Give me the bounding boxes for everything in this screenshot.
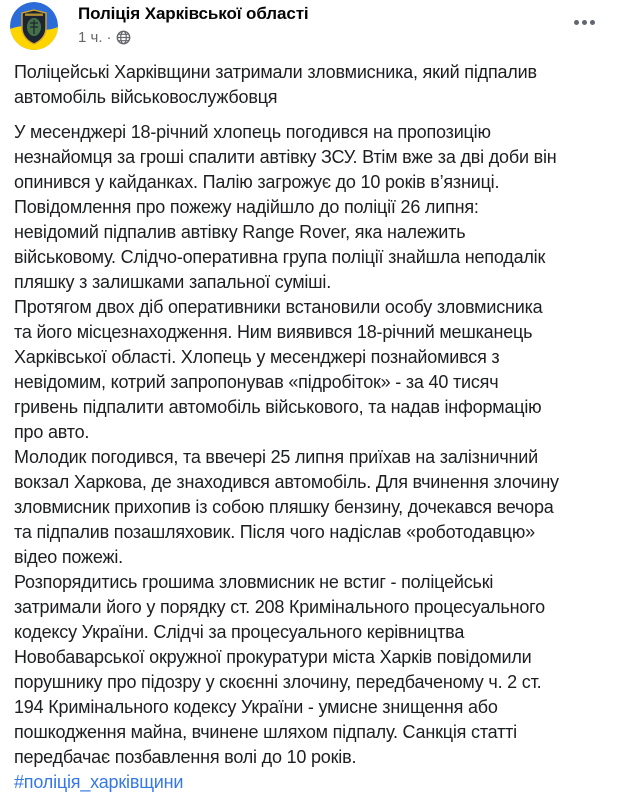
post-text-line: військовому. Слідчо-оперативна група поліції знайшла неподалік bbox=[14, 247, 546, 267]
timestamp-link[interactable]: 1 ч. bbox=[78, 29, 103, 46]
post-text-line: Поліцейські Харківщини затримали зловмисника, який підпалив bbox=[14, 62, 537, 82]
ellipsis-icon bbox=[574, 20, 579, 25]
ellipsis-icon bbox=[590, 20, 595, 25]
post-text-line: автомобіль військовослужбовця bbox=[14, 87, 278, 107]
post-text-line: відео пожежі. bbox=[14, 547, 123, 567]
post-text-line: та підпалив позашляховик. Після чого надіслав «роботодавцю» bbox=[14, 522, 535, 542]
post-text-line: пошкодження майна, вчинене шляхом підпалу. Санкція статті bbox=[14, 722, 517, 742]
post-text-line: опинився у кайданках. Палію загрожує до 10 років в’язниці. bbox=[14, 172, 500, 192]
ellipsis-icon bbox=[582, 20, 587, 25]
post-text-line: Повідомлення про пожежу надійшло до поліції 26 липня: bbox=[14, 197, 479, 217]
post-text-line: та його місцезнаходження. Ним виявився 18-річний мешканець bbox=[14, 322, 533, 342]
post-header bbox=[10, 2, 610, 54]
post-text-line: незнайомця за гроші спалити автівку ЗСУ. Втім вже за дві доби він bbox=[14, 147, 557, 167]
post-text-line: Новобаварської окружної прокуратури міста Харків повідомили bbox=[14, 647, 532, 667]
police-emblem-icon bbox=[10, 2, 58, 50]
post-text-line: Харківської області. Хлопець у месенджері познайомився з bbox=[14, 347, 500, 367]
post-text-line: про авто. bbox=[14, 422, 90, 442]
post-headline bbox=[14, 60, 610, 110]
post-text-line: Розпорядитись грошима зловмисник не встиг - поліцейські bbox=[14, 572, 494, 592]
post-text-line: передбачає позбавлення волі до 10 років. bbox=[14, 747, 357, 767]
post-text-line: 194 Кримінального кодексу України - умисне знищення або bbox=[14, 697, 498, 717]
page-name-link[interactable]: Поліція Харківської області bbox=[78, 4, 309, 23]
post-text-line: порушнику про підозру у скоєнні злочину, передбаченому ч. 2 ст. bbox=[14, 672, 542, 692]
post-text-line: Протягом двох діб оперативники встановили особу зловмисника bbox=[14, 297, 543, 317]
post-text-line: кодексу України. Слідчі за процесуального керівництва bbox=[14, 622, 465, 642]
header-texts bbox=[78, 3, 309, 47]
post-text-line: невідомий підпалив автівку Range Rover, яка належить bbox=[14, 222, 466, 242]
post-text-line: невідомим, котрий запропонував «підробіток» - за 40 тисяч bbox=[14, 372, 499, 392]
post-options-button[interactable] bbox=[566, 10, 602, 34]
post-text-line: пляшку з залишками запальної суміші. bbox=[14, 272, 332, 292]
post-text-line: Молодик погодився, та ввечері 25 липня приїхав на залізничний bbox=[14, 447, 538, 467]
post-text-line: затримали його у порядку ст. 208 Кримінального процесуального bbox=[14, 597, 545, 617]
post-text-line: гривень підпалити автомобіль військового, та надав інформацію bbox=[14, 397, 542, 417]
post-text bbox=[14, 60, 610, 795]
post-text-line: У месенджері 18-річний хлопець погодився на пропозицію bbox=[14, 122, 491, 142]
post-body bbox=[14, 120, 610, 770]
hashtag-row bbox=[14, 770, 610, 795]
post-text-line: вокзал Харкова, де знаходився автомобіль. Для вчинення злочину bbox=[14, 472, 559, 492]
hashtag-link[interactable]: #поліція_харківщини bbox=[14, 772, 184, 792]
post-text-line: зловмисник прихопив із собою пляшку бензину, дочекався вечора bbox=[14, 497, 554, 517]
globe-icon bbox=[116, 30, 131, 45]
post-meta bbox=[78, 28, 309, 47]
page-avatar[interactable] bbox=[10, 2, 58, 50]
meta-separator: · bbox=[106, 29, 112, 46]
